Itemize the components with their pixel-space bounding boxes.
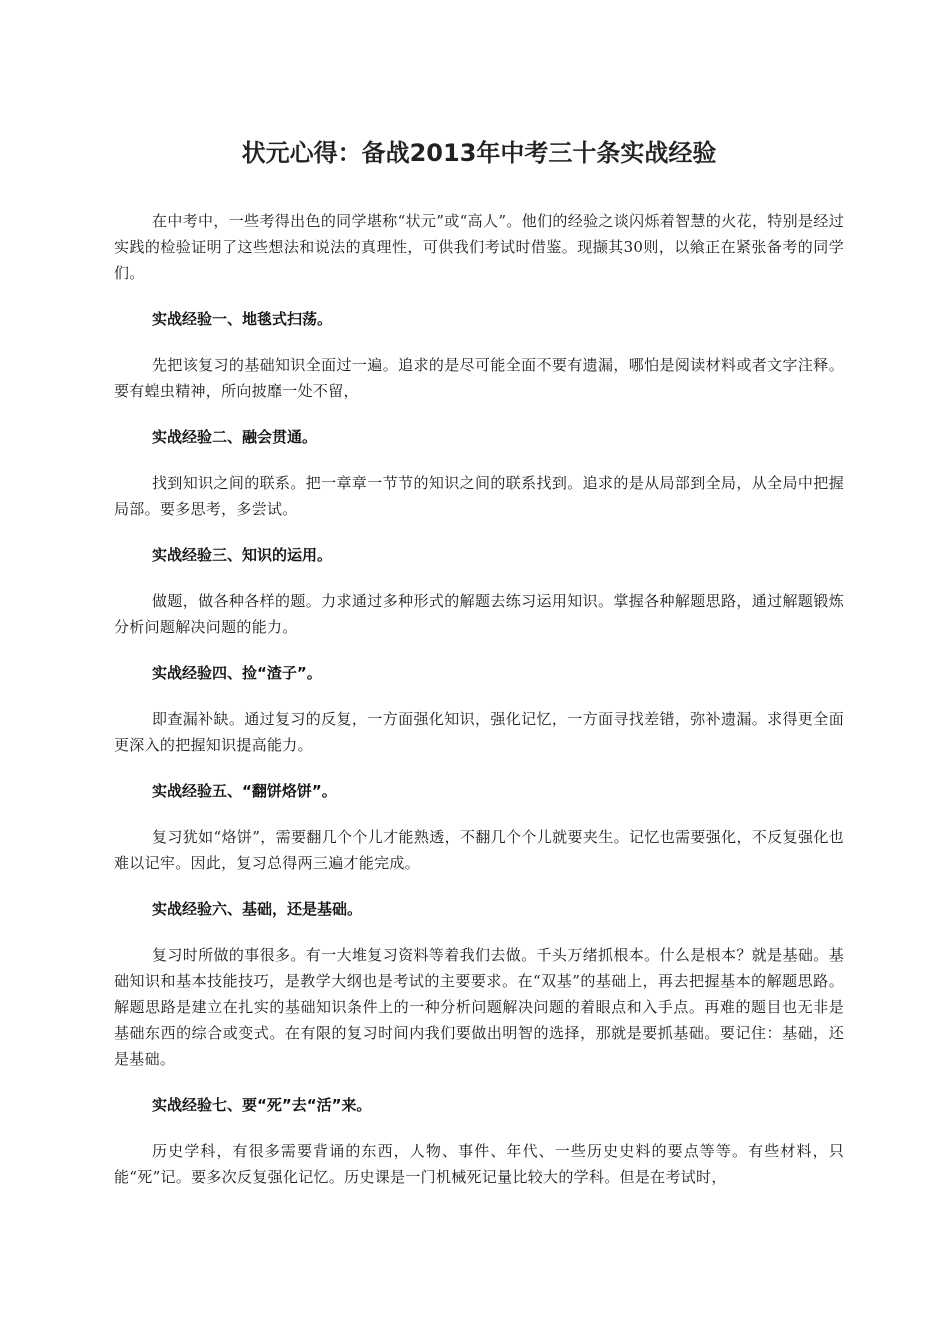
section-heading: 实战经验三、知识的运用。 xyxy=(152,546,333,564)
section-paragraph: 即查漏补缺。通过复习的反复，一方面强化知识，强化记忆，一方面寻找差错，弥补遗漏。求得更全面更深入的把握知识提高能力。 xyxy=(114,710,844,754)
section-heading: 实战经验二、融会贯通。 xyxy=(152,428,318,446)
section-paragraph: 找到知识之间的联系。把一章章一节节的知识之间的联系找到。追求的是从局部到全局，从全局中把握局部。要多思考，多尝试。 xyxy=(114,474,844,518)
section-heading: 实战经验一、地毯式扫荡。 xyxy=(152,310,333,328)
section-heading: 实战经验五、“翻饼烙饼”。 xyxy=(152,782,337,800)
section-heading: 实战经验六、基础，还是基础。 xyxy=(152,900,363,918)
section-paragraph: 复习时所做的事很多。有一大堆复习资料等着我们去做。千头万绪抓根本。什么是根本？就是基础。基础知识和基本技能技巧，是教学大纲也是考试的主要要求。在“双基”的基础上，再去把握基本的解题思路。解题思路是建立在扎实的基础知识条件上的一种分析问题解决问题的着眼点和入手点。再难的题目也无非是基础东西的综合或变式。在有限的复习时间内我们要做出明智的选择，那就是要抓基础。要记住：基础，还是基础。 xyxy=(114,946,844,1068)
section-heading: 实战经验七、要“死”去“活”来。 xyxy=(152,1096,372,1114)
section-paragraph: 复习犹如“烙饼”，需要翻几个个儿才能熟透，不翻几个个儿就要夹生。记忆也需要强化，不反复强化也难以记牢。因此，复习总得两三遍才能完成。 xyxy=(114,828,844,872)
section-paragraph: 做题，做各种各样的题。力求通过多种形式的解题去练习运用知识。掌握各种解题思路，通过解题锻炼分析问题解决问题的能力。 xyxy=(114,592,844,636)
document-body xyxy=(114,208,844,1210)
section-paragraph: 先把该复习的基础知识全面过一遍。追求的是尽可能全面不要有遗漏，哪怕是阅读材料或者文字注释。要有蝗虫精神，所向披靡一处不留， xyxy=(114,356,844,400)
section-paragraph: 历史学科，有很多需要背诵的东西，人物、事件、年代、一些历史史料的要点等等。有些材料，只能“死”记。要多次反复强化记忆。历史课是一门机械死记量比较大的学科。但是在考试时， xyxy=(114,1142,844,1186)
section-heading: 实战经验四、捡“渣子”。 xyxy=(152,664,322,682)
document-title: 状元心得：备战2013年中考三十条实战经验 xyxy=(241,139,717,167)
intro-paragraph: 在中考中，一些考得出色的同学堪称“状元”或“高人”。他们的经验之谈闪烁着智慧的火花，特别是经过实践的检验证明了这些想法和说法的真理性，可供我们考试时借鉴。现撷其30则，以飨正在紧张备考的同学们。 xyxy=(114,212,844,282)
